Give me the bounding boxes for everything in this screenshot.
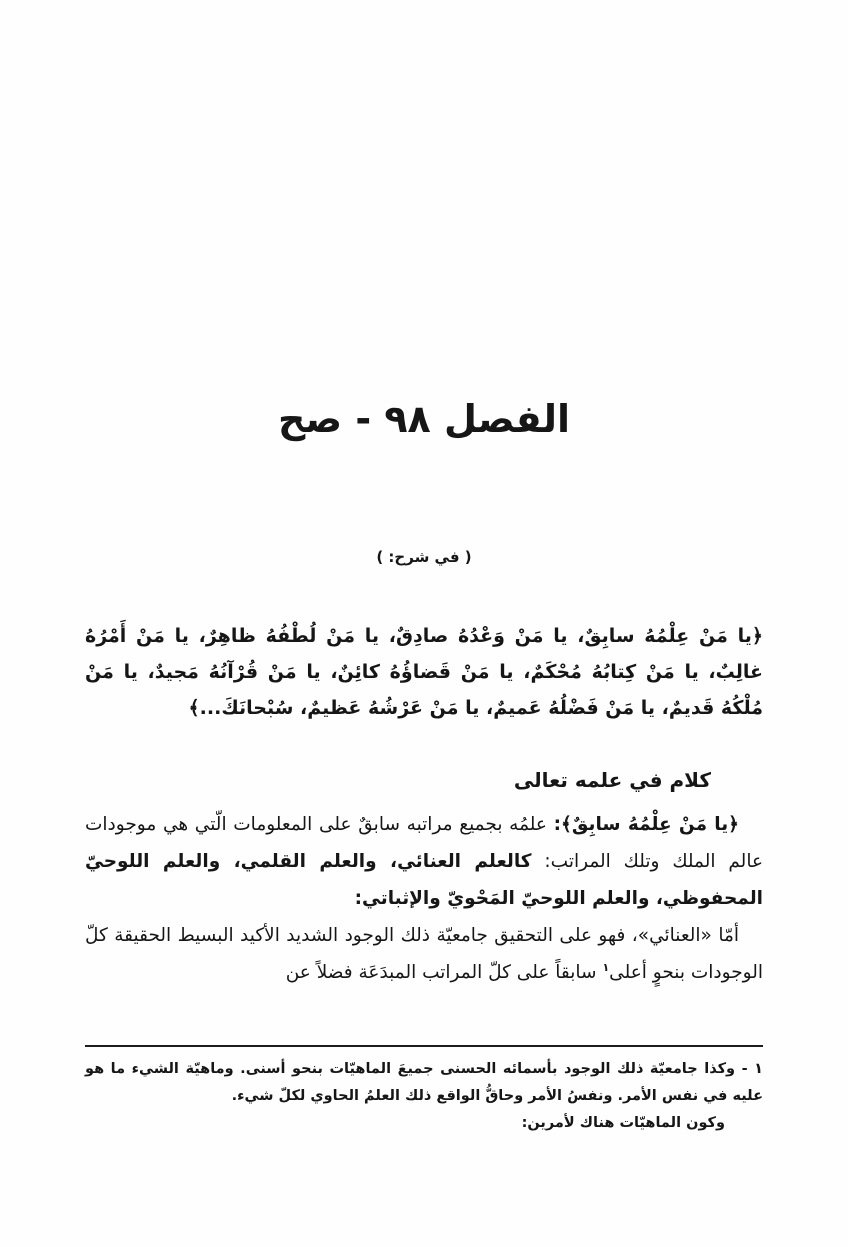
footnote-ref-1: ١ bbox=[602, 960, 610, 974]
paragraph-2 bbox=[85, 917, 763, 991]
section-heading: كلام في علمه تعالى bbox=[513, 768, 711, 792]
paragraph-2-text-before-ref: أمّا «العنائي»، فهو على التحقيق جامعيّة ذلك الوجود الشديد الأكيد البسيط الحقيقة كلّ الوجودات بنحوٍ أعلى bbox=[85, 925, 763, 983]
footnote-1-body: ١ - وكذا جامعيّة ذلك الوجود بأسمائه الحسنى جميعَ الماهيّات بنحو أسنى. وماهيّة الشيء ما هو عليه في نفس الأمر. ونفسُ الأمر وحاقُّ الواقع ذلك العلمُ الحاوي لكلّ شيء. bbox=[85, 1061, 763, 1104]
quoted-phrase: ﴿يا مَنْ عِلْمُهُ سابِقٌ﴾: bbox=[553, 814, 740, 835]
footnote-1-continuation: وكون الماهيّات هناك لأمرين: bbox=[521, 1115, 725, 1131]
footnote-separator bbox=[85, 1045, 763, 1047]
chapter-title: الفصل ٩٨ - صح bbox=[278, 397, 570, 441]
paragraph-1-text: علمُه بجميع مراتبه سابقٌ على المعلومات الّتي هي موجودات عالم الملك وتلك المراتب: bbox=[85, 814, 763, 872]
paragraph-2-text-after-ref: سابقاً على كلّ المراتب المبدَعَة فضلاً عن bbox=[285, 962, 603, 983]
knowledge-types-list: كالعلم العنائي، والعلم القلمي، والعلم اللوحيّ المحفوظي، والعلم اللوحيّ المَحْويّ والإثباتي: bbox=[85, 851, 763, 909]
invocation-quote: ﴿يا مَنْ عِلْمُهُ سابِقٌ، يا مَنْ وَعْدُهُ صادِقٌ، يا مَنْ لُطْفُهُ ظاهِرٌ، يا مَنْ أَمْرُهُ غالِبٌ، يا مَنْ كِتابُهُ مُحْكَمٌ، يا مَنْ قَضاؤُهُ كائِنٌ، يا مَنْ قُرْآنُهُ مَجيدٌ، يا مَنْ مُلْكُهُ قَديمٌ، يا مَنْ فَضْلُهُ عَميمٌ، يا مَنْ عَرْشُهُ عَظيمٌ، سُبْحانَكَ...﴾ bbox=[85, 625, 763, 719]
paragraph-1 bbox=[85, 806, 763, 917]
commentary-note: ( في شرح: ) bbox=[376, 548, 472, 566]
